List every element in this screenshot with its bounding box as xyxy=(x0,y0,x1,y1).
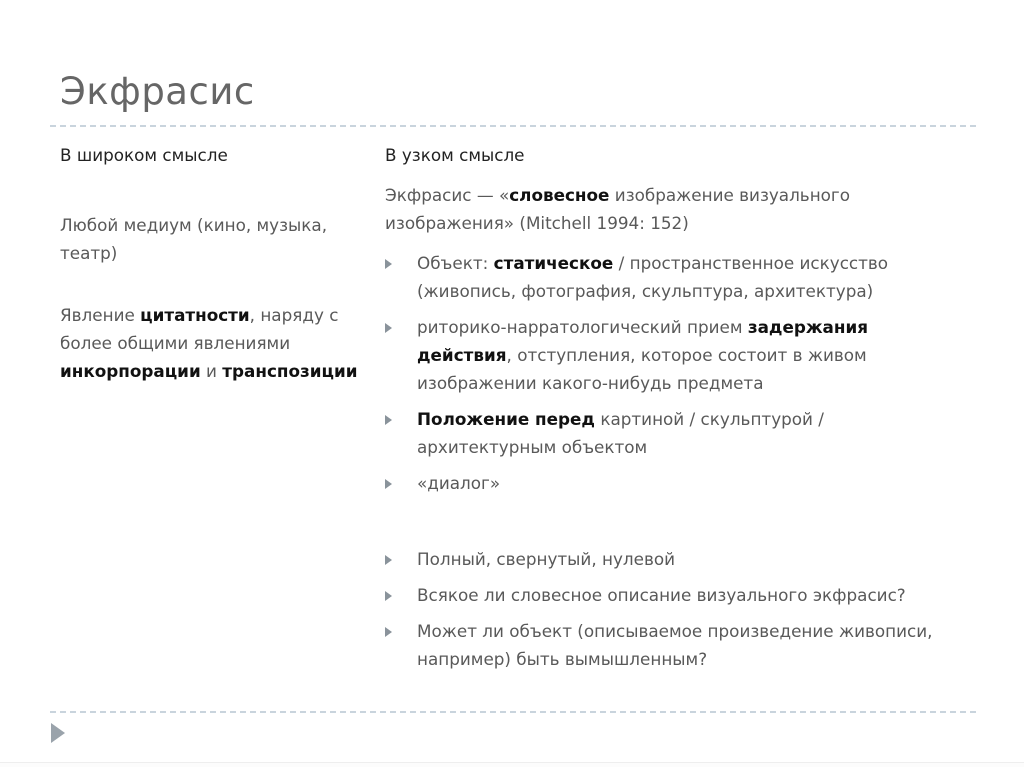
slide-bottom-edge xyxy=(0,762,1024,767)
triangle-bullet-icon xyxy=(385,249,397,277)
right-intro-paragraph xyxy=(385,181,945,237)
list-item xyxy=(385,617,945,673)
list-item xyxy=(385,313,945,397)
bold-term: задержания действия xyxy=(417,317,869,365)
list-item xyxy=(385,581,945,609)
triangle-bullet-icon xyxy=(385,469,397,497)
left-heading: В широком смысле xyxy=(60,145,228,165)
text-segment: риторико-нарратологический прием xyxy=(417,317,748,337)
text-segment: Объект: xyxy=(417,253,494,273)
top-divider xyxy=(50,125,976,127)
list-item xyxy=(385,405,945,461)
bullet-list-questions xyxy=(385,545,945,673)
bold-term-transposition: транспозиции xyxy=(222,361,358,381)
text-segment: / пространственное искусство (живопись, фотография, скульптура, архитектура) xyxy=(417,253,889,301)
triangle-bullet-icon xyxy=(385,405,397,433)
text-segment: изображение визуального изображения» (Mitchell 1994: 152) xyxy=(385,185,851,233)
text-segment: Может ли объект (описываемое произведение живописи, например) быть вымышленным? xyxy=(417,621,933,669)
text-segment: и xyxy=(200,361,223,381)
bold-term: Положение перед xyxy=(417,409,595,429)
list-item xyxy=(385,469,945,497)
list-item xyxy=(385,249,945,305)
left-paragraph-citation xyxy=(60,301,360,385)
text-segment: Экфрасис — « xyxy=(385,185,510,205)
text-segment: картиной / скульптурой / архитектурным объектом xyxy=(417,409,824,457)
triangle-nav-icon[interactable] xyxy=(51,723,65,747)
right-column xyxy=(385,141,945,681)
bold-term-incorporation: инкорпорации xyxy=(60,361,201,381)
list-item xyxy=(385,545,945,573)
list-spacer xyxy=(385,505,945,545)
bold-term-citation: цитатности xyxy=(140,305,250,325)
text-segment: Полный, свернутый, нулевой xyxy=(417,549,676,569)
text-segment: , отступления, которое состоит в живом изображении какого-нибудь предмета xyxy=(417,345,867,393)
triangle-bullet-icon xyxy=(385,617,397,645)
text-segment: , наряду с более общими явлениями xyxy=(60,305,339,353)
bottom-divider xyxy=(50,711,976,713)
triangle-bullet-icon xyxy=(385,313,397,341)
slide-title: Экфрасис xyxy=(60,70,255,113)
text-segment: Всякое ли словесное описание визуального экфрасис? xyxy=(417,585,906,605)
bold-term-verbal: словесное xyxy=(509,185,610,205)
right-heading: В узком смысле xyxy=(385,145,525,165)
triangle-bullet-icon xyxy=(385,581,397,609)
left-column xyxy=(60,141,360,419)
text-segment: «диалог» xyxy=(417,473,501,493)
bullet-list-primary xyxy=(385,249,945,497)
bold-term: статическое xyxy=(493,253,614,273)
triangle-bullet-icon xyxy=(385,545,397,573)
left-paragraph-medium: Любой медиум (кино, музыка, театр) xyxy=(60,215,328,263)
text-segment: Явление xyxy=(60,305,141,325)
